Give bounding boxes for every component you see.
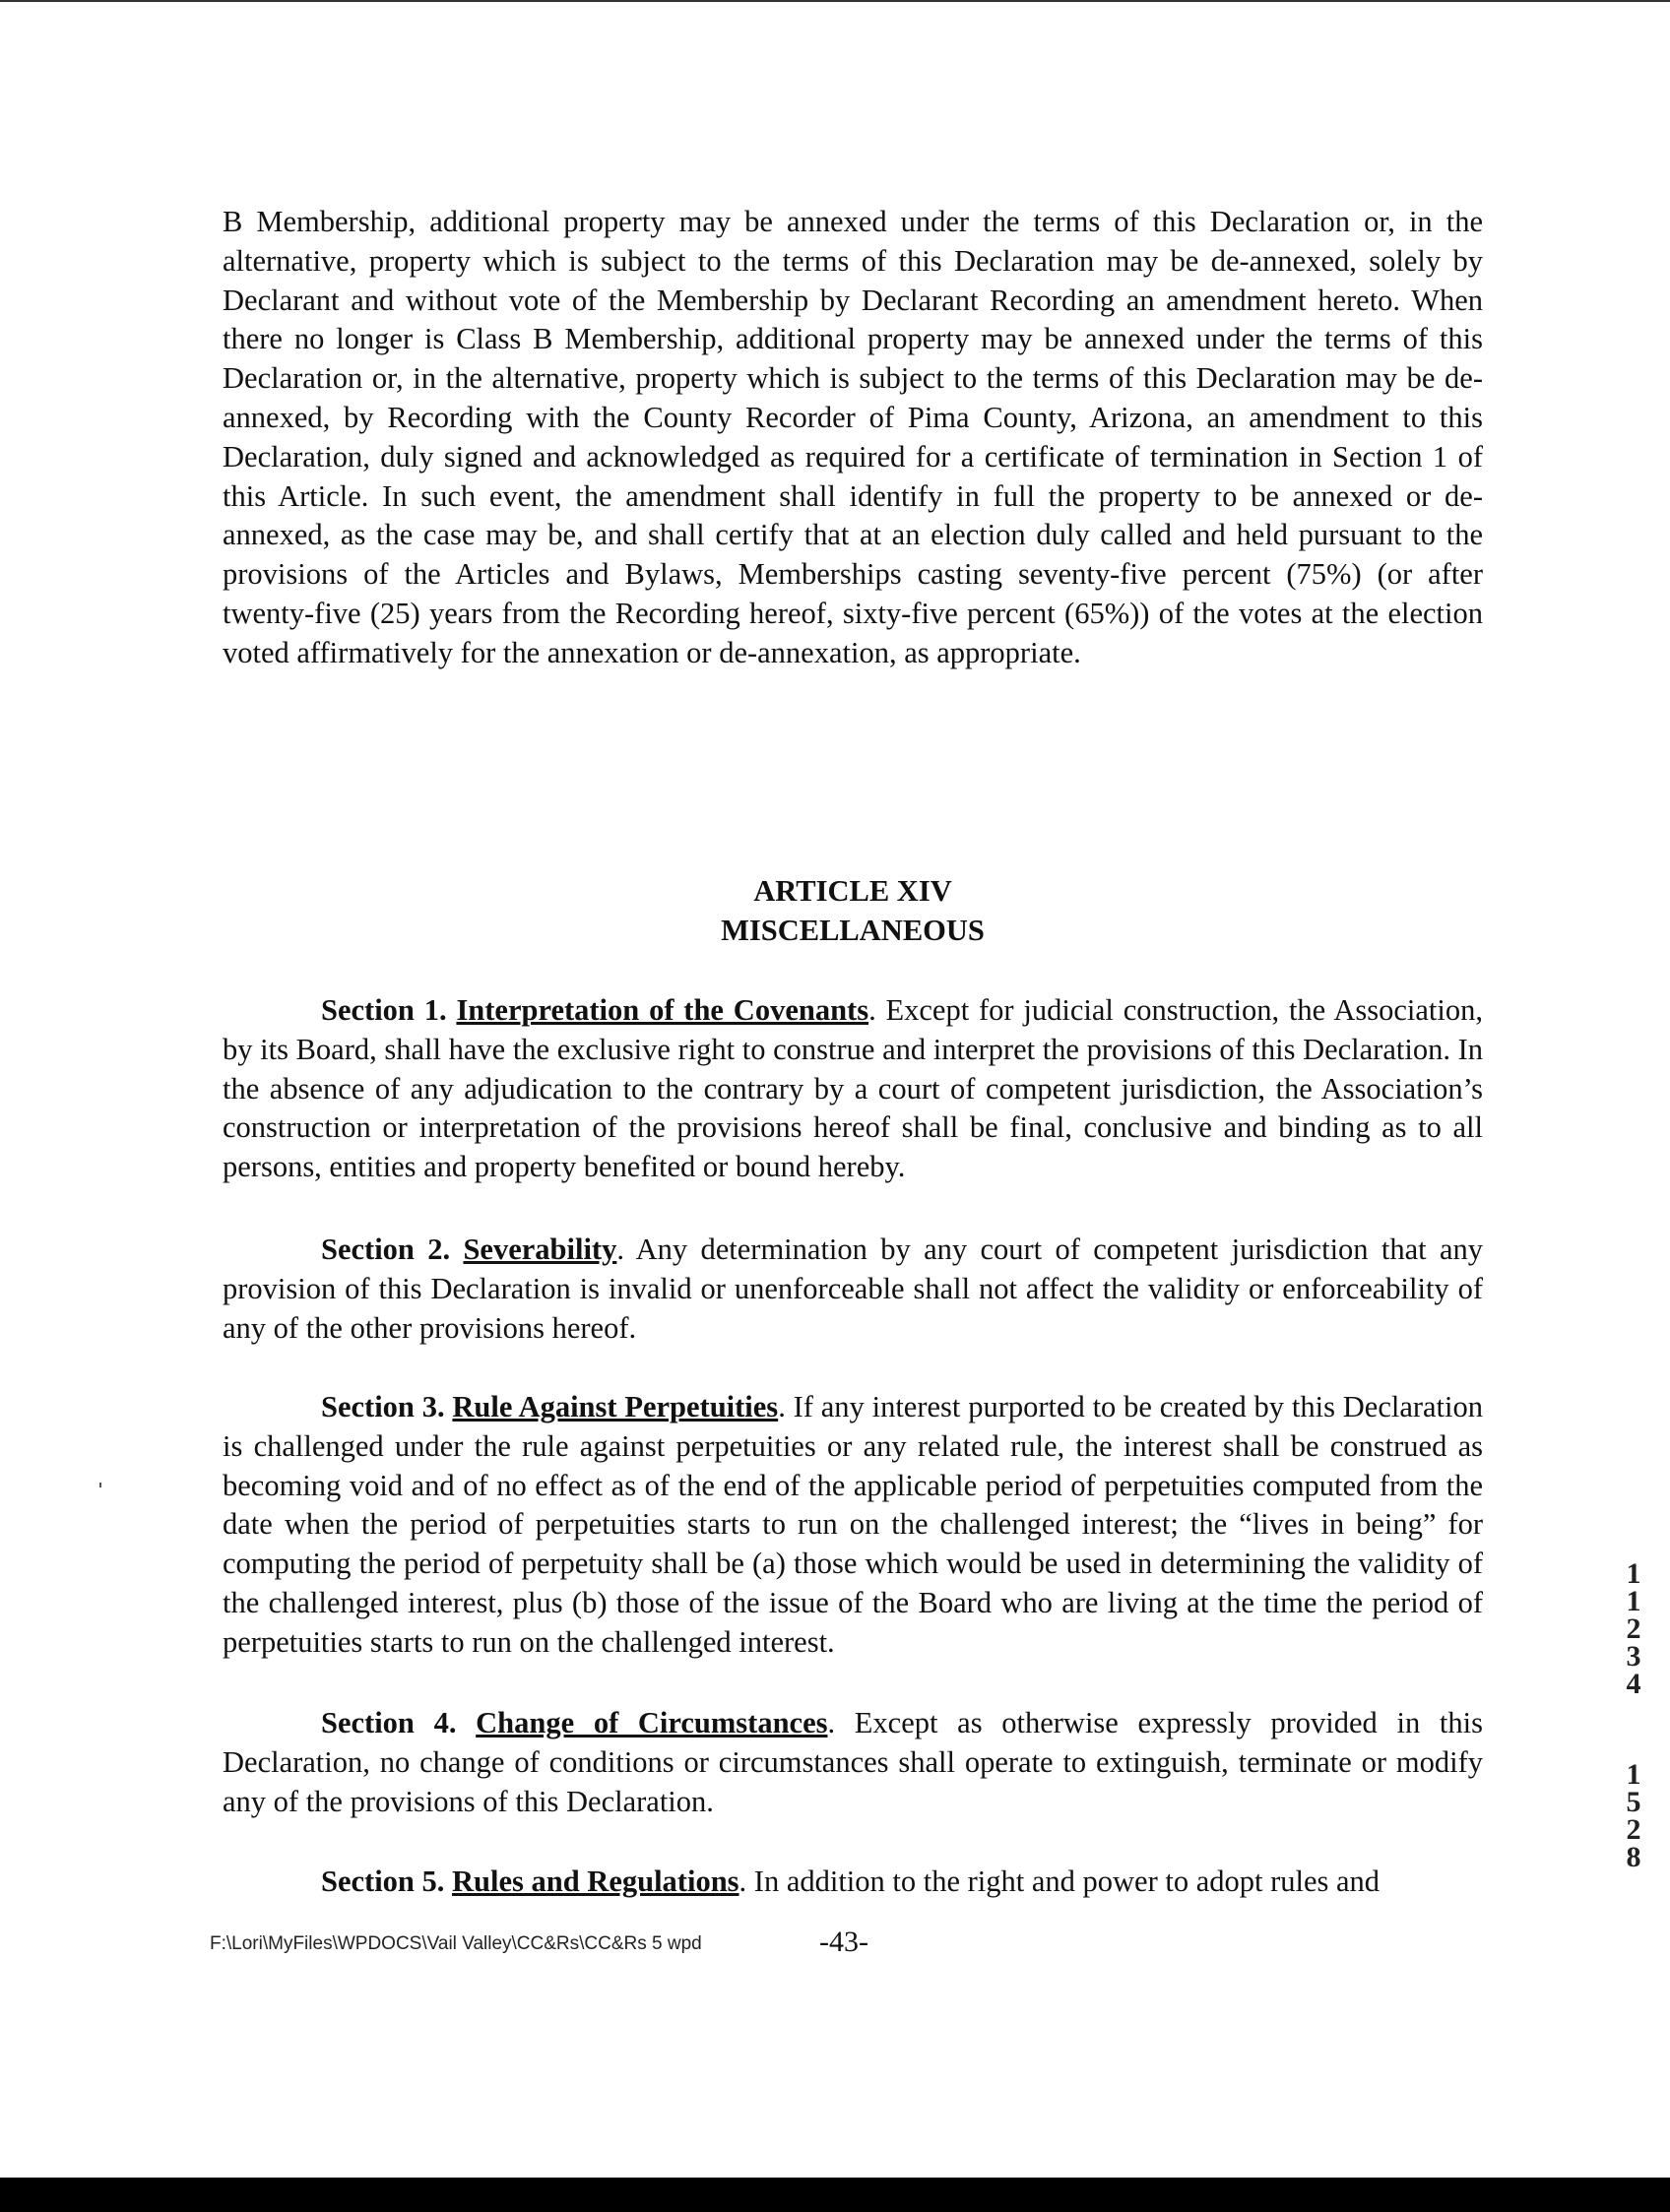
section-1-label: Section 1.	[321, 993, 447, 1027]
stamp-digit: 8	[1626, 1841, 1641, 1873]
section-3-paragraph	[223, 1388, 1483, 1663]
section-1-title: Interpretation of the Covenants	[456, 993, 869, 1027]
stamp-digit: 5	[1626, 1786, 1641, 1818]
section-3-body: . If any interest purported to be created by this Declaration is challenged under the rule against perpetuities or any related rule, the interest shall be construed as becoming void and of no effect as of the end of the applicable period of perpetuities computed from the date when the period of perpetuities starts to run on the challenged interest; the “lives in being” for computing the period of perpetuity shall be (a) those which would be used in determining the validity of the challenged interest, plus (b) those of the issue of the Board who are living at the time the period of perpetuities starts to run on the challenged interest.	[223, 1390, 1484, 1659]
section-3-label: Section 3.	[321, 1390, 445, 1423]
article-title: MISCELLANEOUS	[721, 914, 985, 947]
section-2-body: . Any determination by any court of competent jurisdiction that any provision of this Declaration is invalid or unenforceable shall not affect the validity or enforceability of any of the other provisions hereof.	[223, 1232, 1484, 1345]
stamp-digit: 2	[1626, 1612, 1641, 1645]
page-number: -43-	[819, 1926, 868, 1958]
section-5-title: Rules and Regulations	[452, 1864, 739, 1898]
section-4-paragraph	[223, 1704, 1483, 1821]
section-1-paragraph	[223, 991, 1483, 1187]
section-5-label: Section 5.	[321, 1864, 445, 1898]
stamp-digit: 1	[1626, 1585, 1641, 1617]
margin-stamp-lower	[1619, 1758, 1648, 1873]
stamp-digit: 1	[1626, 1758, 1641, 1791]
stamp-digit: 2	[1626, 1813, 1641, 1846]
section-4-title: Change of Circumstances	[476, 1706, 828, 1739]
section-5-body: . In addition to the right and power to adopt rules and	[739, 1864, 1381, 1898]
margin-stamp-upper	[1619, 1557, 1648, 1700]
stamp-digit: 4	[1626, 1668, 1641, 1700]
article-number: ARTICLE XIV	[753, 874, 952, 908]
scan-bottom-border	[0, 2178, 1670, 2212]
continuation-paragraph: B Membership, additional property may be annexed under the terms of this Declaration or, in the alternative, property which is subject to the terms of this Declaration may be de-annexed, solely by Declarant and without vote of the Membership by Declarant Recording an amendment hereto. When there no longer is Class B Membership, additional property may be annexed under the terms of this Declaration or, in the alternative, property which is subject to the terms of this Declaration may be de-annexed, by Recording with the County Recorder of Pima County, Arizona, an amendment to this Declaration, duly signed and acknowledged as required for a certificate of termination in Section 1 of this Article. In such event, the amendment shall identify in full the property to be annexed or de-annexed, as the case may be, and shall certify that at an election duly called and held pursuant to the provisions of the Articles and Bylaws, Memberships casting seventy-five percent (75%) (or after twenty-five (25) years from the Recording hereof, sixty-five percent (65%)) of the votes at the election voted affirmatively for the annexation or de-annexation, as appropriate.	[223, 205, 1483, 669]
section-2-title: Severability	[463, 1232, 617, 1266]
section-5-paragraph	[223, 1863, 1483, 1902]
stamp-digit: 1	[1626, 1557, 1641, 1590]
section-3-title: Rule Against Perpetuities	[452, 1390, 779, 1423]
section-4-body: . Except as otherwise expressly provided in this Declaration, no change of conditions or circumstances shall operate to extinguish, terminate or modify any of the provisions of this Declaration.	[223, 1706, 1483, 1818]
footer-file-path: F:\Lori\MyFiles\WPDOCS\Vail Valley\CC&Rs\CC&Rs 5 wpd	[210, 1933, 702, 1954]
section-4-label: Section 4.	[321, 1706, 457, 1739]
section-2-label: Section 2.	[321, 1232, 451, 1266]
page-top-edge	[0, 0, 1670, 2]
section-2-paragraph	[223, 1231, 1483, 1348]
scan-speck	[99, 1483, 101, 1487]
stamp-digit: 3	[1626, 1640, 1641, 1673]
section-1-body: . Except for judicial construction, the Association, by its Board, shall have the exclusive right to construe and interpret the provisions of this Declaration. In the absence of any adjudication to the contrary by a court of competent jurisdiction, the Association’s construction or interpretation of the provisions hereof shall be final, conclusive and binding as to all persons, entities and property benefited or bound hereby.	[223, 993, 1483, 1184]
